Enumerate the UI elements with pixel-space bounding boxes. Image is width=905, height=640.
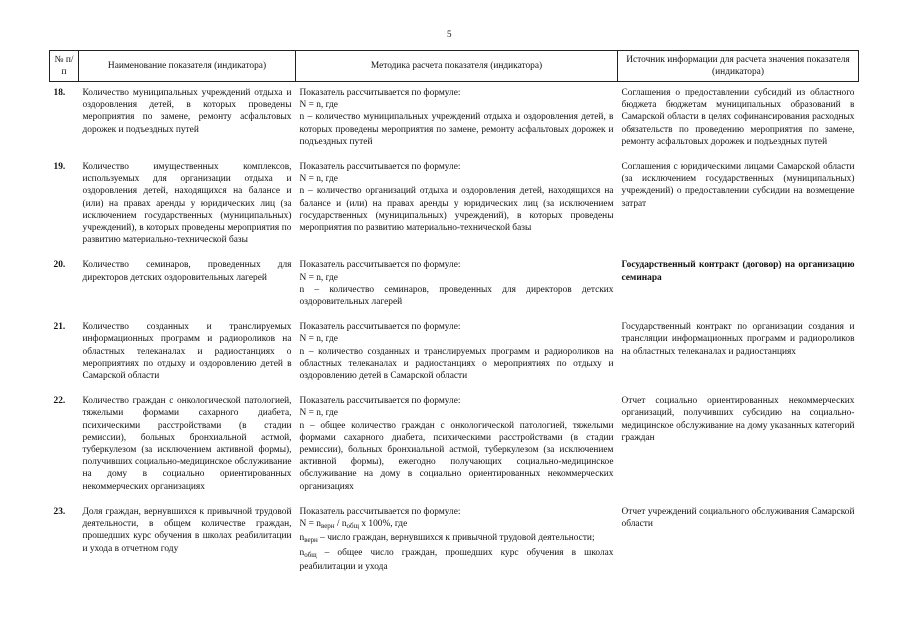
- indicators-table: [49, 50, 859, 581]
- header-num: № п/п: [50, 51, 79, 82]
- method-description: n – количество семинаров, проведенных для директоров детских оздоровительных лагерей: [299, 284, 614, 308]
- indicator-name: Количество семинаров, проведенных для директоров детских оздоровительных лагерей: [82, 260, 292, 283]
- indicator-source: Отчет социально ориентированных некоммерческих организаций, получивших субсидию на социально-медицинское обслуживание на дому указанных категорий граждан: [621, 396, 855, 443]
- method-formula: N = n, где: [299, 174, 338, 185]
- indicator-source: Государственный контракт по организации создания и трансляции информационных программ и радиороликов на областных телеканалах и радиостанциях: [621, 322, 855, 357]
- indicator-method: [296, 156, 618, 254]
- indicator-name: Количество созданных и транслируемых информационных программ и радиороликов на областных телеканалах и радиостанциях о мероприятиях по отдыху и оздоровлению детей в Самарской области: [82, 322, 292, 382]
- formula-left: N = n: [299, 519, 321, 530]
- indicator-method: [296, 501, 618, 581]
- indicator-method: [296, 82, 618, 157]
- indicator-name: Количество муниципальных учреждений отдыха и оздоровления детей, в которых проведены мероприятия по замене, ремонту асфальтовых дорожек и подъездных путей: [82, 88, 292, 135]
- variable-sub: верн: [304, 536, 318, 545]
- header-name: Наименование показателя (индикатора): [79, 51, 296, 82]
- page-number: 5: [447, 29, 452, 39]
- method-description: n – общее количество граждан с онкологической патологией, тяжелыми формами сахарного диабета, психическими расстройствами (в стадии ремиссии), больных бронхиальной астмой, туберкулезом (за исключением активной формы), ежегодно получающих социально-медицинское обслуживание на дому в социально ориентированных некоммерческих организациях: [299, 420, 614, 492]
- table-row: [50, 156, 859, 254]
- formula-tail: x 100%, где: [359, 519, 408, 530]
- table-row: [50, 390, 859, 501]
- method-formula: [300, 518, 614, 532]
- method-formula: N = n, где: [299, 334, 338, 345]
- method-intro: Показатель рассчитывается по формуле:: [299, 260, 461, 271]
- method-intro: Показатель рассчитывается по формуле:: [299, 396, 461, 407]
- header-method: Методика расчета показателя (индикатора): [296, 51, 618, 82]
- variable-text: – число граждан, вернувшихся к привычной трудовой деятельности;: [317, 533, 595, 544]
- indicator-method: [296, 390, 618, 501]
- formula-sub-returned: верн: [320, 522, 335, 531]
- method-intro: Показатель рассчитывается по формуле:: [299, 162, 461, 173]
- indicator-method: [296, 316, 618, 390]
- variable-n: n: [299, 547, 305, 558]
- method-formula: N = n, где: [299, 408, 338, 419]
- indicator-source: Соглашения о предоставлении субсидий из областного бюджета бюджетам муниципальных образований в Самарской области в целях софинансирования расходных обязательств по проведению мероприятия по замене, ремонту асфальтовых дорожек и подъездных путей: [621, 88, 855, 147]
- indicator-source: Соглашения с юридическими лицами Самарской области (за исключением государственных (муниципальных) учреждений) о предоставлении субсидии на возмещение затрат: [621, 162, 855, 209]
- header-source: Источник информации для расчета значения показателя (индикатора): [618, 51, 859, 82]
- row-number: 23.: [53, 506, 66, 517]
- indicator-source: Отчет учреждений социального обслуживания Самарской области: [621, 506, 855, 530]
- row-number: 18.: [53, 88, 66, 98]
- formula-divide: / n: [334, 519, 347, 530]
- method-definition-returned: [300, 532, 614, 546]
- row-number: 19.: [53, 162, 66, 173]
- table-header-row: [50, 51, 859, 82]
- method-description: n – количество созданных и транслируемых программ и радиороликов на областных телеканалах и радиостанциях о мероприятиях по отдыху и оздоровлению детей в Самарской области: [299, 346, 614, 382]
- method-formula: N = n, где: [299, 100, 338, 111]
- indicator-method: [296, 254, 618, 316]
- method-description: n – количество организаций отдыха и оздоровления детей, находящихся на балансе и (или) на правах аренды у юридических лиц (за исключением государственных (муниципальных) учреждений), в которых проведены мероприятия по развитию материально-технической базы: [299, 186, 614, 234]
- indicator-name: Доля граждан, вернувшихся к привычной трудовой деятельности, в общем количестве граждан, прошедших курс обучения в школах реабилитации и ухода в отчетном году: [82, 506, 292, 554]
- method-formula: N = n, где: [299, 272, 338, 283]
- method-intro: Показатель рассчитывается по формуле:: [299, 88, 461, 98]
- row-number: 22.: [53, 396, 66, 407]
- method-intro: Показатель рассчитывается по формуле:: [299, 506, 461, 517]
- table-row: [50, 316, 859, 390]
- table-row: [50, 501, 859, 581]
- variable-n: n: [299, 533, 305, 544]
- table-row: [50, 82, 859, 157]
- method-definition-total: [300, 547, 614, 573]
- indicator-name: Количество имущественных комплексов, используемых для организации отдыха и оздоровления детей, находящихся на балансе и (или) на правах аренды у юридических лиц (за исключением государственных (муниципальных) учреждений), в которых проведены мероприятия по развитию материально-технической базы: [82, 162, 292, 246]
- method-description: n – количество муниципальных учреждений отдыха и оздоровления детей, в которых проведены мероприятия по замене, ремонту асфальтовых дорожек и подъездных путей: [299, 112, 614, 147]
- table-row: [50, 254, 859, 316]
- method-intro: Показатель рассчитывается по формуле:: [299, 322, 461, 333]
- variable-text: – общее число граждан, прошедших курс обучения в школах реабилитации и ухода: [299, 547, 614, 572]
- row-number: 21.: [53, 322, 66, 333]
- indicator-name: Количество граждан с онкологической патологией, тяжелыми формами сахарного диабета, психическими расстройствами (в стадии ремиссии), больных бронхиальной астмой, туберкулезом (за исключением активной формы), получивших социально-медицинское обслуживание на дому в социально ориентированных некоммерческих организациях: [82, 396, 292, 492]
- indicator-source: Государственный контракт (договор) на организацию семинара: [621, 260, 855, 283]
- row-number: 20.: [53, 260, 66, 271]
- formula-sub-total: общ: [346, 522, 359, 531]
- variable-sub: общ: [304, 550, 317, 559]
